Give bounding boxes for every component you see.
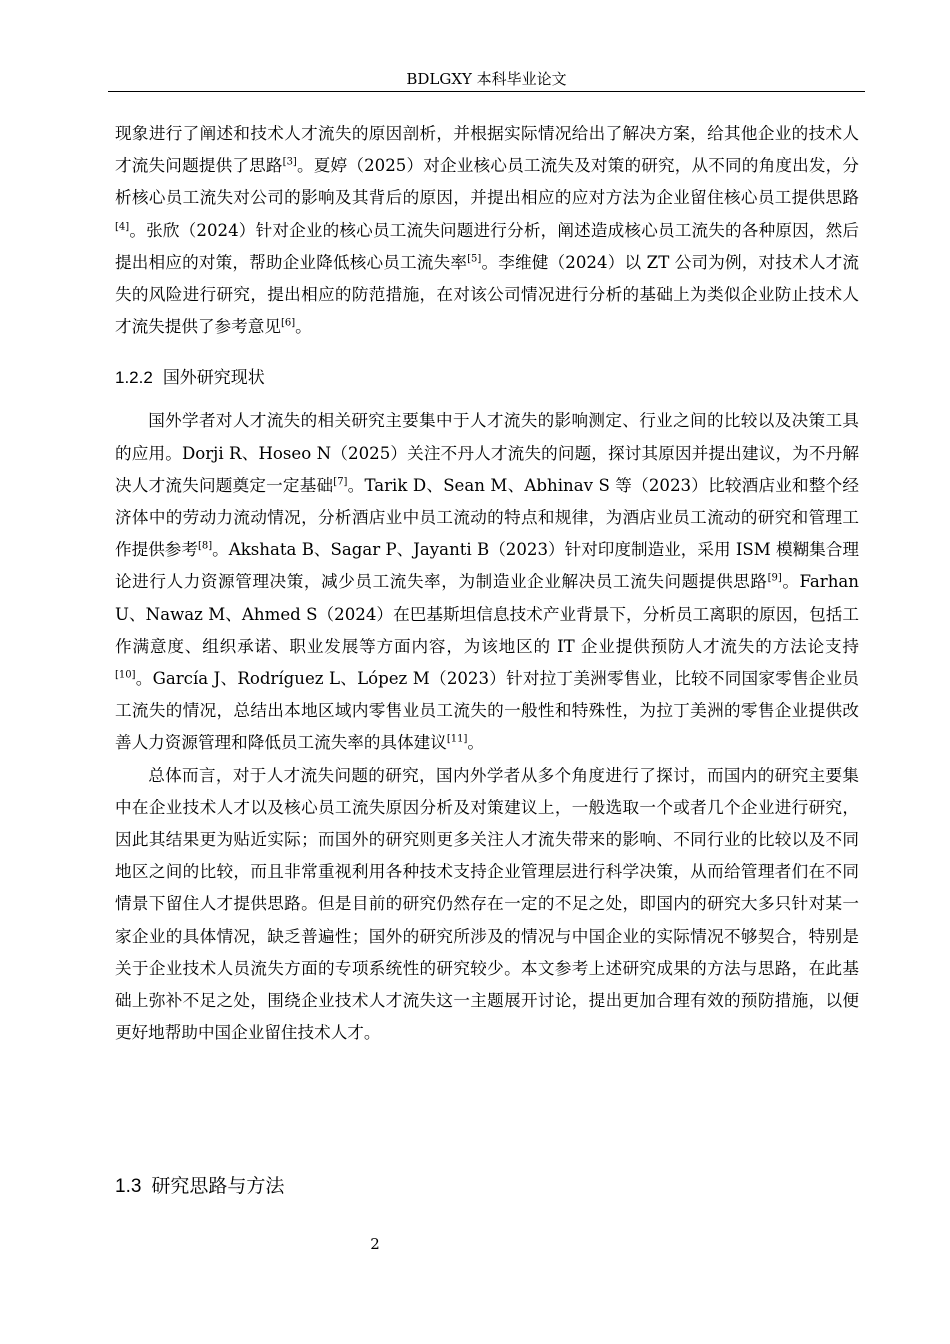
page-body: [115, 118, 859, 1049]
citation-ref[interactable]: [7]: [333, 476, 348, 488]
text-run: 国外学者对人才流失的相关研究主要集中于人才流失的影响测定、行业之间的比较以及决策工具的应用。Dorji R、Hoseo N（2025）关注不丹人才流失的问题，探讨其原因并提出建议，为不丹解决人才流失问题奠定一定基础: [115, 411, 859, 495]
text-run: 。李维健（2024）以 ZT 公司为例，对技术人才流失的风险进行研究，提出相应的防范措施，在对该公司情况进行分析的基础上为类似企业防止技术人才流失提供了参考意见: [115, 252, 859, 337]
page-number: 2: [370, 1235, 380, 1253]
paragraph-foreign-research: [115, 405, 859, 759]
section-number: 1.2.2: [115, 368, 153, 388]
running-header: BDLGXY 本科毕业论文: [406, 70, 567, 88]
text-run: 。Farhan U、Nawaz M、Ahmed S（2024）在巴基斯坦信息技术产业背景下，分析员工离职的原因，包括工作满意度、组织承诺、职业发展等方面内容，为该地区的 IT 企业提供预防人才流失的方法论支持: [115, 572, 859, 656]
paragraph-domestic-research-continued: [115, 118, 859, 343]
paragraph-summary: 总体而言，对于人才流失问题的研究，国内外学者从多个角度进行了探讨，而国内的研究主要集中在企业技术人才以及核心员工流失原因分析及对策建议上，一般选取一个或者几个企业进行研究，因此其结果更为贴近实际；而国外的研究则更多关注人才流失带来的影响、不同行业的比较以及不同地区之间的比较，而且非常重视利用各种技术支持企业管理层进行科学决策，从而给管理者们在不同情景下留住人才提供思路。但是目前的研究仍然存在一定的不足之处，即国内的研究大多只针对某一家企业的具体情况，缺乏普遍性；国外的研究所涉及的情况与中国企业的实际情况不够契合，特别是关于企业技术人员流失方面的专项系统性的研究较少。本文参考上述研究成果的方法与思路，在此基础上弥补不足之处，围绕企业技术人才流失这一主题展开讨论，提出更加合理有效的预防措施，以便更好地帮助中国企业留住技术人才。: [115, 765, 859, 1043]
text-run: 。张欣（2024）针对企业的核心员工流失问题进行分析，阐述造成核心员工流失的各种原因，然后提出相应的对策，帮助企业降低核心员工流失率: [115, 220, 859, 272]
section-heading-1-3: [115, 1170, 284, 1204]
text-run: 。夏婷（2025）对企业核心员工流失及对策的研究，从不同的角度出发，分析核心员工流失对公司的影响及其背后的原因，并提出相应的应对方法为企业留住核心员工提供思路: [115, 156, 860, 208]
citation-ref[interactable]: [4]: [115, 221, 130, 233]
section-title: 国外研究现状: [162, 368, 265, 388]
citation-ref[interactable]: [8]: [197, 540, 213, 552]
citation-ref[interactable]: [5]: [467, 253, 482, 265]
citation-ref[interactable]: [6]: [280, 317, 296, 329]
citation-ref[interactable]: [11]: [446, 733, 468, 745]
text-run: 。García J、Rodríguez L、López M（2023）针对拉丁美洲零售业，比较不同国家零售企业员工流失的情况，总结出本地区域内零售业员工流失的一般性和特殊性，为拉丁美洲的零售企业提供改善人力资源管理和降低员工流失率的具体建议: [115, 669, 859, 753]
citation-ref[interactable]: [10]: [115, 669, 136, 681]
text-run: 。Tarik D、Sean M、Abhinav S 等（2023）比较酒店业和整个经济体中的劳动力流动情况，分析酒店业中员工流动的特点和规律，为酒店业员工流动的研究和管理工作提供参考: [115, 475, 860, 560]
section-number: 1.3: [115, 1176, 142, 1197]
section-title: 研究思路与方法: [151, 1176, 285, 1197]
text-run: 。Akshata B、Sagar P、Jayanti B（2023）针对印度制造业，采用 ISM 模糊集合理论进行人力资源管理决策，减少员工流失率，为制造业企业解决员工流失问题提供思路: [115, 540, 860, 592]
text-run: 。: [295, 317, 312, 337]
header-rule: [108, 91, 865, 92]
text-run: 。: [467, 733, 484, 753]
text-run: 现象进行了阐述和技术人才流失的原因剖析，并根据实际情况给出了解决方案，给其他企业的技术人才流失问题提供了思路: [115, 124, 859, 176]
section-heading-1-2-2: [115, 363, 859, 393]
citation-ref[interactable]: [9]: [767, 572, 782, 584]
citation-ref[interactable]: [3]: [282, 156, 297, 168]
